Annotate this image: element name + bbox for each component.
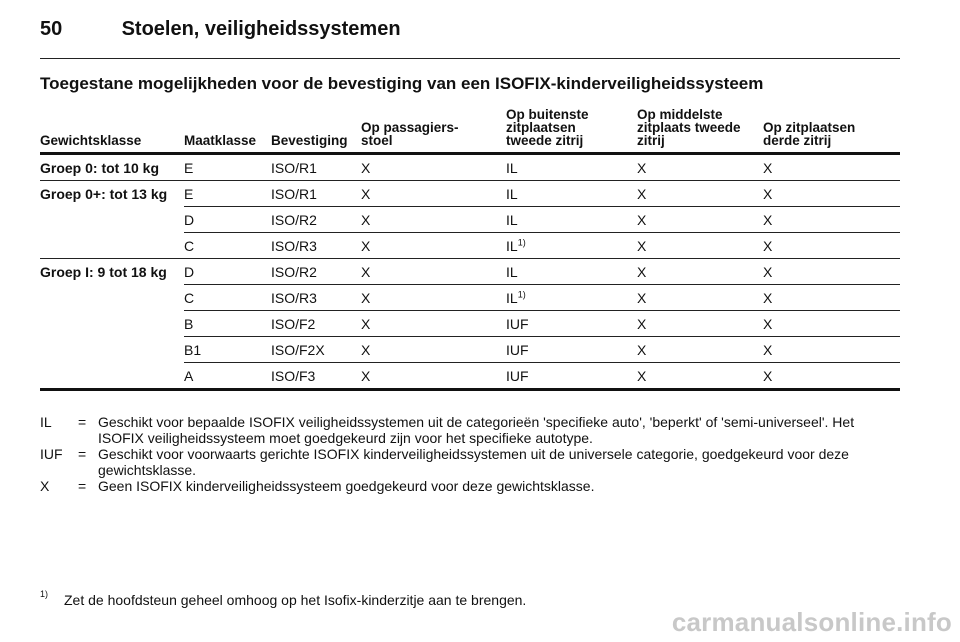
outer-second-row-cell-text: IL (506, 211, 518, 228)
outer-second-row-cell-text: IL (506, 237, 518, 254)
weight-class-cell (40, 311, 184, 337)
size-class-cell-text: B1 (184, 341, 202, 358)
weight-class-cell (40, 337, 184, 363)
size-class-cell (184, 207, 271, 233)
size-class-cell (184, 181, 271, 207)
middle-second-row-cell (637, 285, 763, 311)
third-row-cell-text: X (763, 367, 773, 384)
section-title: Toegestane mogelijkheden voor de bevestiging van een ISOFIX-kinderveiligheidssysteem (40, 74, 764, 93)
page-title: Stoelen, veiligheidssystemen (121, 18, 401, 40)
third-row-cell (763, 285, 900, 311)
column-header-third-row: Op zitplaatsen derde zitrij (763, 108, 900, 154)
outer-second-row-cell-text: IL (506, 263, 518, 280)
middle-second-row-cell (637, 337, 763, 363)
table-row (40, 285, 900, 311)
fixture-cell-text: ISO/R2 (271, 263, 317, 280)
weight-class-cell (40, 181, 184, 207)
fixture-cell (271, 181, 361, 207)
passenger-seat-cell (361, 311, 506, 337)
table-row (40, 233, 900, 259)
outer-second-row-cell-text: IUF (506, 315, 529, 332)
weight-class-cell (40, 233, 184, 259)
size-class-cell-text: D (184, 211, 195, 228)
outer-second-row-cell-text: IL (506, 289, 518, 306)
third-row-cell-text: X (763, 159, 773, 176)
legend (40, 414, 900, 494)
middle-second-row-cell-text: X (637, 159, 647, 176)
column-header-middle-second-row: Op middelste zitplaats tweede zitrij (637, 108, 763, 154)
isofix-table (40, 108, 900, 391)
middle-second-row-cell-text: X (637, 341, 647, 358)
footnote-reference: 1) (517, 236, 526, 247)
legend-definition: Geschikt voor voorwaarts gerichte ISOFIX kinderveiligheidssystemen uit de universele categorie, goedgekeurd voor deze gewichtsklasse. (98, 446, 849, 478)
fixture-cell-text: ISO/F2X (271, 341, 325, 358)
table-body (40, 154, 900, 390)
outer-second-row-cell (506, 181, 637, 207)
passenger-seat-cell-text: X (361, 367, 371, 384)
weight-class-cell (40, 259, 184, 285)
size-class-cell-text: E (184, 185, 194, 202)
third-row-cell-text: X (763, 263, 773, 280)
column-header-outer-second-row: Op buitenste zitplaatsen tweede zitrij (506, 108, 637, 154)
header-divider (40, 58, 900, 59)
size-class-cell (184, 259, 271, 285)
weight-class-cell (40, 363, 184, 390)
weight-class-cell (40, 207, 184, 233)
middle-second-row-cell-text: X (637, 367, 647, 384)
fixture-cell-text: ISO/R2 (271, 211, 317, 228)
table-row (40, 311, 900, 337)
fixture-cell (271, 259, 361, 285)
third-row-cell-text: X (763, 341, 773, 358)
size-class-cell (184, 363, 271, 390)
legend-equals: = (78, 478, 87, 494)
third-row-cell-text: X (763, 289, 773, 306)
size-class-cell-text: B (184, 315, 194, 332)
middle-second-row-cell-text: X (637, 185, 647, 202)
legend-equals: = (78, 446, 87, 462)
outer-second-row-cell-text: IL (506, 185, 518, 202)
legend-abbreviation: IL (40, 414, 52, 430)
page-header (40, 18, 401, 41)
outer-second-row-cell (506, 363, 637, 390)
fixture-cell (271, 311, 361, 337)
size-class-cell-text: A (184, 367, 194, 384)
third-row-cell (763, 181, 900, 207)
outer-second-row-cell (506, 311, 637, 337)
middle-second-row-cell-text: X (637, 263, 647, 280)
size-class-cell (184, 233, 271, 259)
fixture-cell-text: ISO/R1 (271, 159, 317, 176)
fixture-cell (271, 285, 361, 311)
table-row (40, 181, 900, 207)
passenger-seat-cell-text: X (361, 341, 371, 358)
third-row-cell (763, 363, 900, 390)
middle-second-row-cell-text: X (637, 237, 647, 254)
middle-second-row-cell (637, 233, 763, 259)
legend-definition: Geen ISOFIX kinderveiligheidssysteem goedgekeurd voor deze gewichtsklasse. (98, 478, 595, 494)
legend-equals: = (78, 414, 87, 430)
weight-class-cell-text: Groep 0+: tot 13 kg (40, 185, 168, 202)
passenger-seat-cell (361, 154, 506, 181)
passenger-seat-cell (361, 259, 506, 285)
passenger-seat-cell-text: X (361, 315, 371, 332)
third-row-cell (763, 337, 900, 363)
outer-second-row-cell-text: IL (506, 159, 518, 176)
middle-second-row-cell-text: X (637, 315, 647, 332)
size-class-cell (184, 337, 271, 363)
passenger-seat-cell-text: X (361, 211, 371, 228)
passenger-seat-cell (361, 207, 506, 233)
fixture-cell (271, 363, 361, 390)
third-row-cell (763, 233, 900, 259)
passenger-seat-cell (361, 285, 506, 311)
fixture-cell-text: ISO/R1 (271, 185, 317, 202)
outer-second-row-cell (506, 233, 637, 259)
middle-second-row-cell-text: X (637, 289, 647, 306)
middle-second-row-cell-text: X (637, 211, 647, 228)
third-row-cell-text: X (763, 237, 773, 254)
middle-second-row-cell (637, 207, 763, 233)
footnote (40, 589, 527, 608)
legend-item (40, 446, 900, 478)
fixture-cell-text: ISO/F2 (271, 315, 316, 332)
table-row (40, 154, 900, 181)
third-row-cell (763, 259, 900, 285)
passenger-seat-cell (361, 233, 506, 259)
outer-second-row-cell (506, 154, 637, 181)
passenger-seat-cell-text: X (361, 289, 371, 306)
weight-class-cell-text: Groep 0: tot 10 kg (40, 159, 160, 176)
legend-definition: Geschikt voor bepaalde ISOFIX veiligheidssystemen uit de categorieën 'specifieke auto', 'beperkt' of 'semi-universeel'. Het ISOFIX veiligheidssysteem moet goedgekeurd zijn voor het specifieke autotype. (98, 414, 855, 446)
column-header-passenger-seat: Op passagiers- stoel (361, 108, 506, 154)
size-class-cell (184, 311, 271, 337)
fixture-cell (271, 154, 361, 181)
column-header-fixture: Bevestiging (271, 108, 361, 154)
table-row (40, 207, 900, 233)
legend-item (40, 414, 900, 446)
legend-item (40, 478, 900, 494)
outer-second-row-cell (506, 337, 637, 363)
column-header-size-class: Maatklasse (184, 108, 271, 154)
size-class-cell-text: C (184, 289, 195, 306)
middle-second-row-cell (637, 363, 763, 390)
middle-second-row-cell (637, 259, 763, 285)
fixture-cell (271, 337, 361, 363)
weight-class-cell (40, 154, 184, 181)
footnote-reference: 1) (517, 288, 526, 299)
outer-second-row-cell-text: IUF (506, 367, 529, 384)
weight-class-cell-text: Groep I: 9 tot 18 kg (40, 263, 167, 280)
passenger-seat-cell (361, 337, 506, 363)
weight-class-cell (40, 285, 184, 311)
size-class-cell-text: E (184, 159, 194, 176)
page-number: 50 (40, 18, 63, 40)
size-class-cell-text: C (184, 237, 195, 254)
middle-second-row-cell (637, 311, 763, 337)
third-row-cell (763, 207, 900, 233)
third-row-cell (763, 154, 900, 181)
size-class-cell (184, 154, 271, 181)
size-class-cell (184, 285, 271, 311)
table-row (40, 363, 900, 390)
outer-second-row-cell (506, 207, 637, 233)
fixture-cell-text: ISO/R3 (271, 237, 317, 254)
passenger-seat-cell-text: X (361, 185, 371, 202)
third-row-cell-text: X (763, 185, 773, 202)
outer-second-row-cell (506, 285, 637, 311)
middle-second-row-cell (637, 154, 763, 181)
fixture-cell (271, 207, 361, 233)
legend-abbreviation: X (40, 478, 50, 494)
outer-second-row-cell (506, 259, 637, 285)
passenger-seat-cell-text: X (361, 159, 371, 176)
passenger-seat-cell-text: X (361, 237, 371, 254)
outer-second-row-cell-text: IUF (506, 341, 529, 358)
middle-second-row-cell (637, 181, 763, 207)
fixture-cell-text: ISO/F3 (271, 367, 316, 384)
legend-abbreviation: IUF (40, 446, 63, 462)
table-header-row (40, 108, 900, 154)
third-row-cell-text: X (763, 211, 773, 228)
passenger-seat-cell-text: X (361, 263, 371, 280)
third-row-cell-text: X (763, 315, 773, 332)
column-header-weight-class: Gewichtsklasse (40, 108, 184, 154)
passenger-seat-cell (361, 181, 506, 207)
footnote-mark: 1) (40, 589, 49, 599)
size-class-cell-text: D (184, 263, 195, 280)
fixture-cell-text: ISO/R3 (271, 289, 317, 306)
table-row (40, 259, 900, 285)
table-row (40, 337, 900, 363)
fixture-cell (271, 233, 361, 259)
footnote-text: Zet de hoofdsteun geheel omhoog op het Isofix-kinderzitje aan te brengen. (64, 592, 527, 608)
watermark: carmanualsonline.info (671, 607, 952, 637)
passenger-seat-cell (361, 363, 506, 390)
third-row-cell (763, 311, 900, 337)
